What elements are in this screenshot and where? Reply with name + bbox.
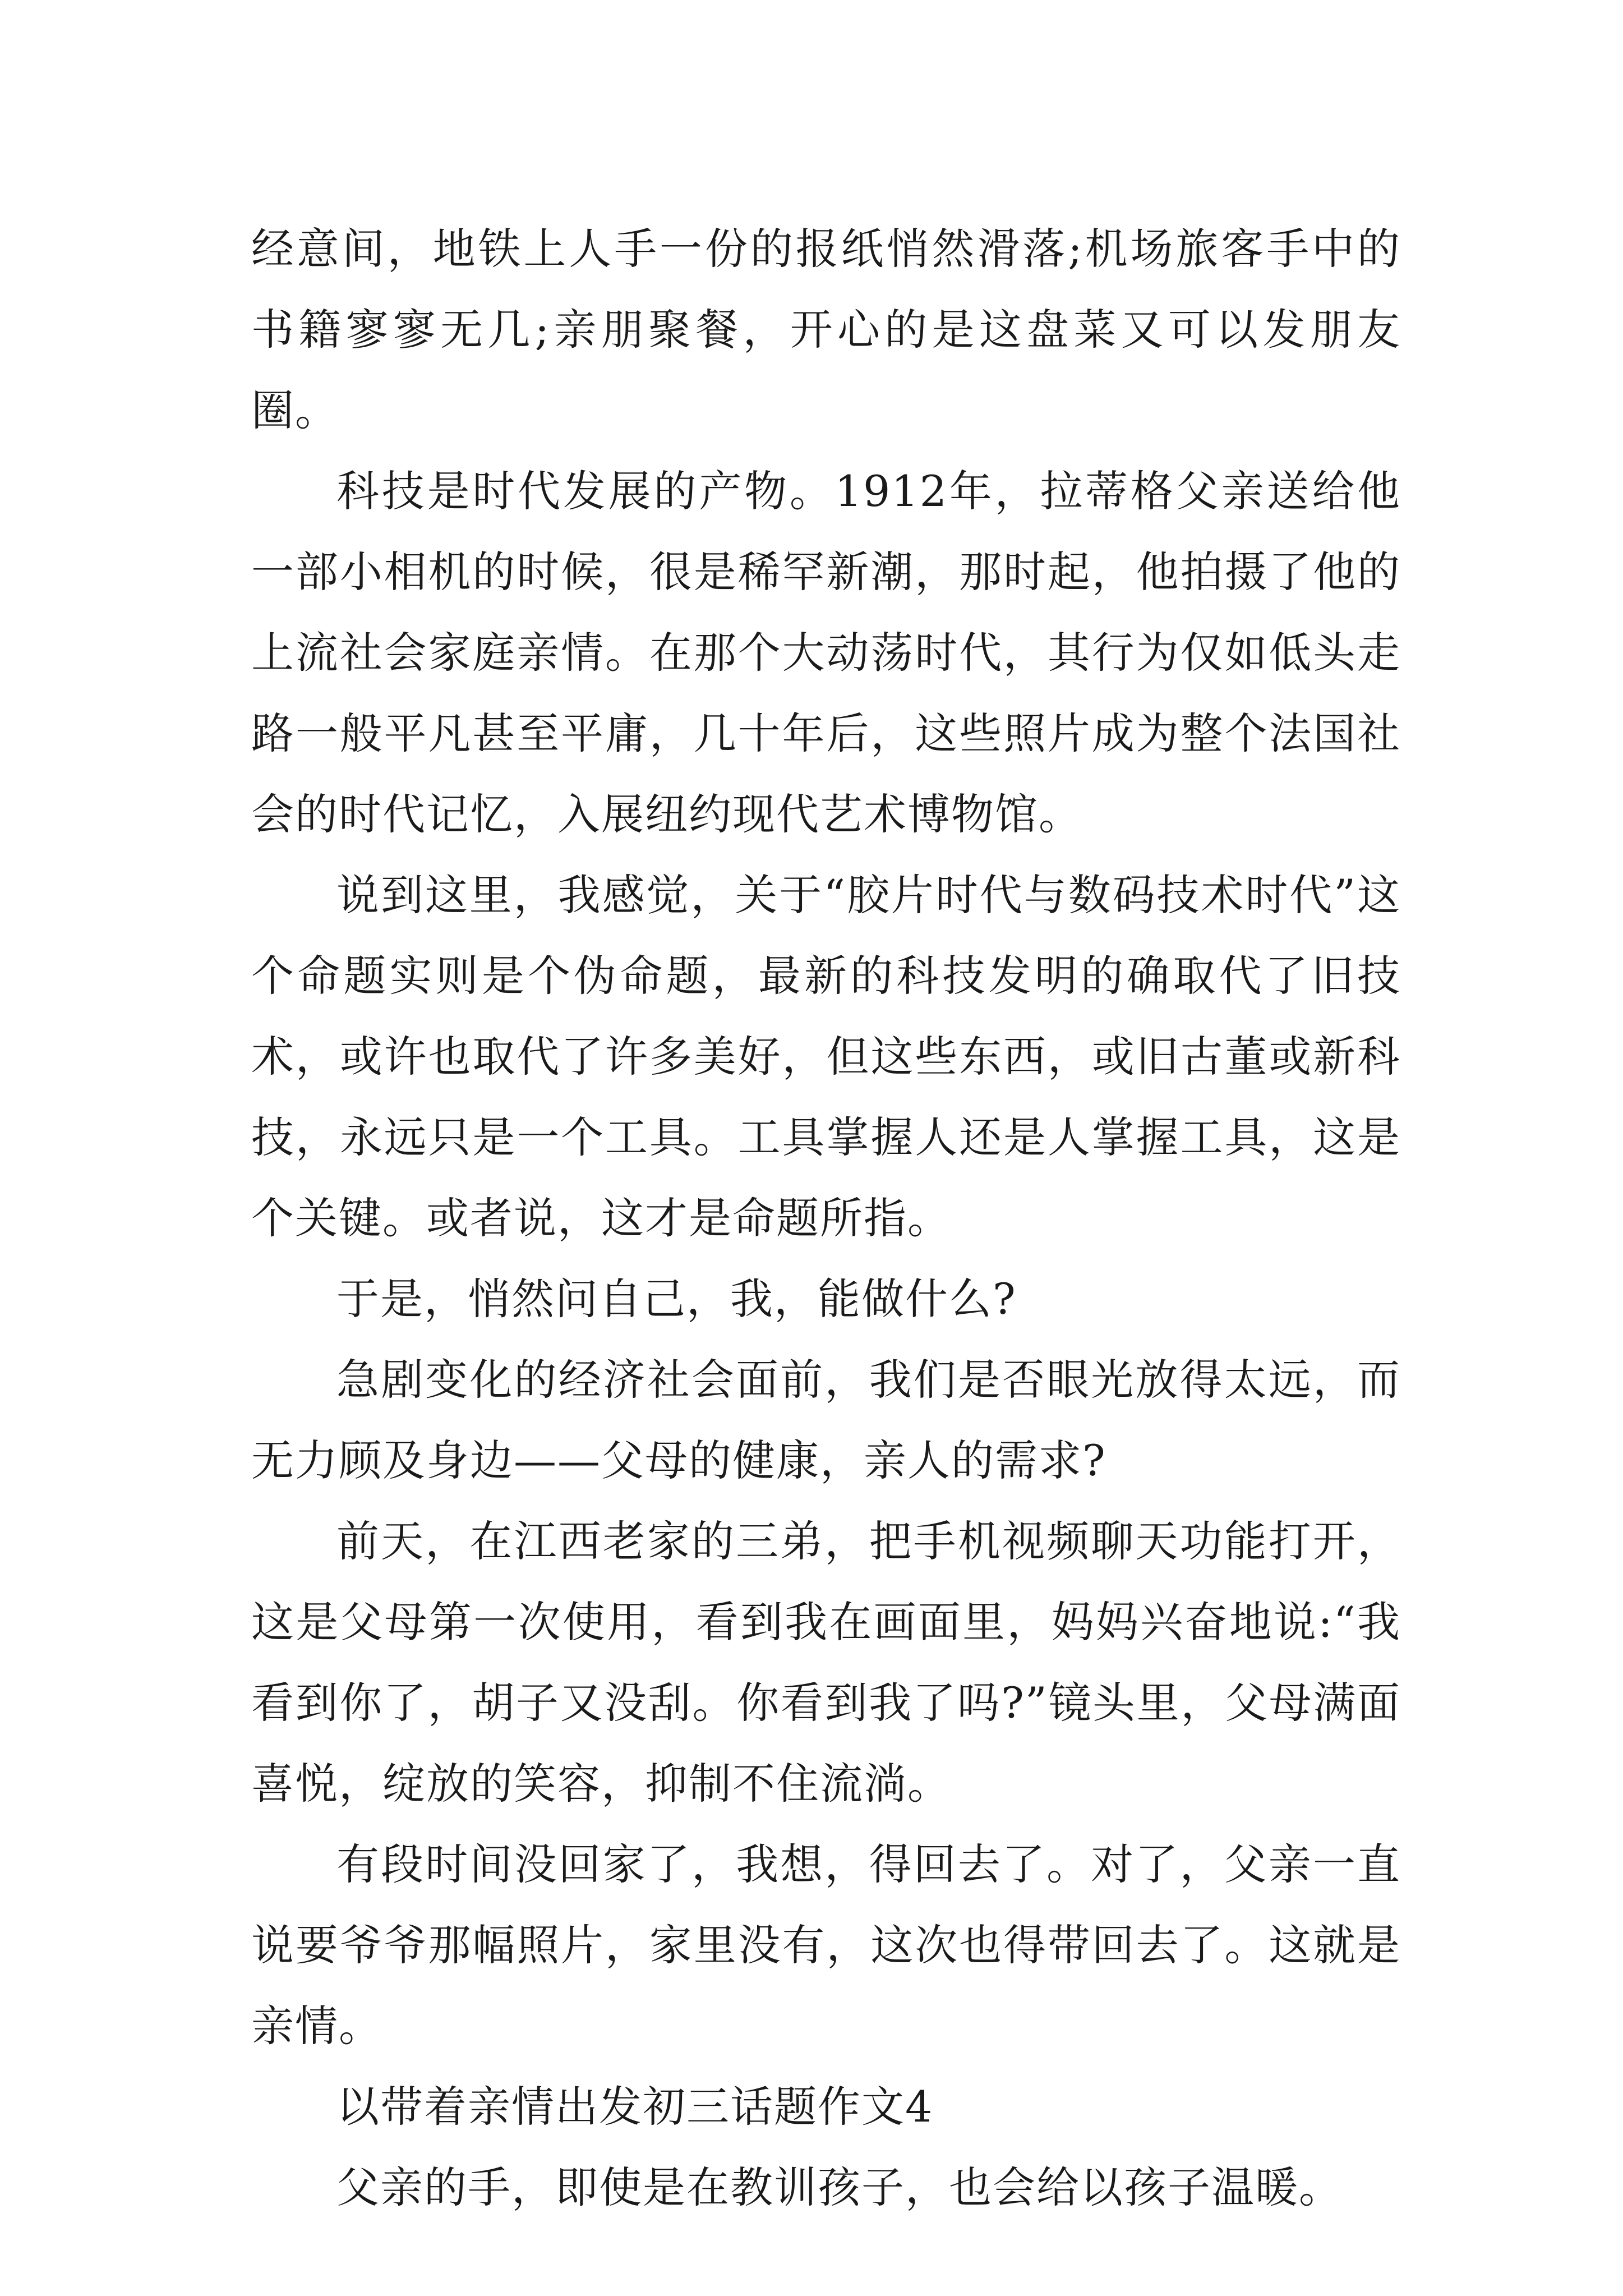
paragraph: 有段时间没回家了，我想，得回去了。对了，父亲一直说要爷爷那幅照片，家里没有，这次也得带回去了。这就是亲情。: [251, 1839, 1401, 2051]
paragraph: 于是，悄然问自己，我，能做什么?: [336, 1274, 1017, 1324]
paragraph: 科技是时代发展的产物。1912年，拉蒂格父亲送给他一部小相机的时候，很是稀罕新潮，那时起，他拍摄了他的上流社会家庭亲情。在那个大动荡时代，其行为仅如低头走路一般平凡甚至平庸，几十年后，这些照片成为整个法国社会的时代记忆，入展纽约现代艺术博物馆。: [251, 466, 1401, 839]
document-body: [251, 209, 1401, 2228]
section-heading: 以带着亲情出发初三话题作文4: [336, 2082, 934, 2132]
paragraph: 急剧变化的经济社会面前，我们是否眼光放得太远，而无力顾及身边——父母的健康，亲人的需求?: [251, 1355, 1401, 1485]
paragraph: 前天，在江西老家的三弟，把手机视频聊天功能打开，这是父母第一次使用，看到我在画面里，妈妈兴奋地说:“我看到你了，胡子又没刮。你看到我了吗?”镜头里，父母满面喜悦，绽放的笑容，抑制不住流淌。: [251, 1516, 1401, 1809]
paragraph: 说到这里，我感觉，关于“胶片时代与数码技术时代”这个命题实则是个伪命题，最新的科技发明的确取代了旧技术，或许也取代了许多美好，但这些东西，或旧古董或新科技，永远只是一个工具。工具掌握人还是人掌握工具，这是个关键。或者说，这才是命题所指。: [251, 870, 1401, 1243]
paragraph: 父亲的手，即使是在教训孩子，也会给以孩子温暖。: [336, 2162, 1343, 2212]
paragraph: 经意间，地铁上人手一份的报纸悄然滑落;机场旅客手中的书籍寥寥无几;亲朋聚餐，开心的是这盘菜又可以发朋友圈。: [251, 224, 1401, 435]
